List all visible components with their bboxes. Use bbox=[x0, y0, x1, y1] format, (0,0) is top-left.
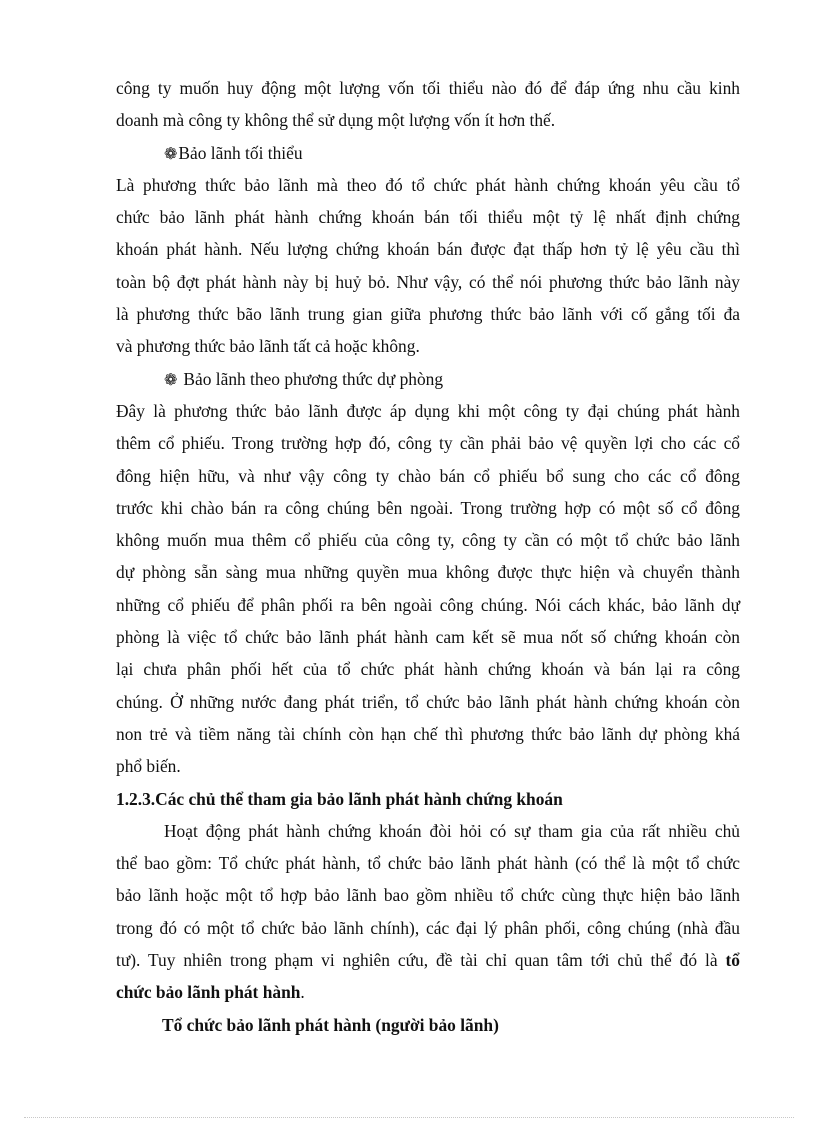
paragraph-line: phổ biến. bbox=[116, 756, 181, 777]
paragraph-line: chức bảo lãnh phát hành chứng khoán bán tối thiểu một tỷ lệ nhất định chứng bbox=[116, 207, 740, 228]
paragraph-line: non trẻ và tiềm năng tài chính còn hạn chế thì phương thức bảo lãnh dự phòng khá bbox=[116, 723, 740, 744]
bold-term: chức bảo lãnh phát hành bbox=[116, 982, 301, 1003]
paragraph-line: chúng. Ở những nước đang phát triển, tổ chức bảo lãnh phát hành chứng khoán còn bbox=[116, 691, 740, 712]
paragraph-line: khoán phát hành. Nếu lượng chứng khoán bán được đạt thấp hơn tỷ lệ yêu cầu thì bbox=[116, 239, 740, 260]
paragraph-line: Là phương thức bảo lãnh mà theo đó tổ chức phát hành chứng khoán yêu cầu tổ bbox=[116, 174, 740, 195]
paragraph-line bbox=[116, 976, 740, 1008]
paragraph-line: là phương thức bão lãnh trung gian giữa phương thức bảo lãnh với cố gắng tối đa bbox=[116, 304, 740, 325]
section-heading-minimum-underwriting bbox=[116, 137, 740, 169]
bold-term: tổ bbox=[725, 950, 740, 971]
section-heading-1-2-3: 1.2.3.Các chủ thể tham gia bảo lãnh phát hành chứng khoán bbox=[116, 788, 563, 809]
section-heading-text: Bảo lãnh theo phương thức dự phòng bbox=[183, 368, 444, 389]
paragraph-line: dự phòng sẵn sàng mua những quyền mua không được thực hiện và chuyển thành bbox=[116, 562, 740, 583]
section-heading-text: Bảo lãnh tối thiểu bbox=[178, 142, 303, 163]
paragraph-line: Đây là phương thức bảo lãnh được áp dụng khi một công ty đại chúng phát hành bbox=[116, 400, 740, 421]
paragraph-line: bảo lãnh hoặc một tổ hợp bảo lãnh bao gồm nhiều tổ chức cùng thực hiện bảo lãnh bbox=[116, 885, 740, 906]
paragraph-line: trước khi chào bán ra công chúng bên ngoài. Trong trường hợp có một số cổ đông bbox=[116, 497, 740, 518]
paragraph-line: trong đó có một tổ chức bảo lãnh chính), các đại lý phân phối, công chúng (nhà đầu bbox=[116, 917, 740, 938]
paragraph-text: . bbox=[300, 982, 305, 1003]
page-bottom-divider bbox=[24, 1117, 794, 1118]
sub-heading-underwriter: Tổ chức bảo lãnh phát hành (người bảo lãnh) bbox=[162, 1014, 499, 1035]
paragraph-line: phòng là việc tổ chức bảo lãnh phát hành cam kết sẽ mua nốt số chứng khoán còn bbox=[116, 627, 740, 648]
section-heading-standby-underwriting bbox=[116, 363, 740, 395]
flower-bullet-icon: ❁ bbox=[164, 371, 178, 389]
paragraph-line: Hoạt động phát hành chứng khoán đòi hỏi có sự tham gia của rất nhiều chủ bbox=[164, 820, 740, 841]
document-page bbox=[116, 72, 740, 1041]
paragraph-line: thêm cổ phiếu. Trong trường hợp đó, công ty cần phải bảo vệ quyền lợi cho các cổ bbox=[116, 433, 740, 454]
paragraph-line: đông hiện hữu, và như vậy công ty chào bán cổ phiếu bổ sung cho các cổ đông bbox=[116, 465, 740, 486]
paragraph-line: thể bao gồm: Tổ chức phát hành, tổ chức bảo lãnh phát hành (có thể là một tổ chức bbox=[116, 853, 740, 874]
paragraph-line: doanh mà công ty không thể sử dụng một lượng vốn ít hơn thế. bbox=[116, 110, 556, 131]
paragraph-line bbox=[116, 944, 740, 976]
paragraph-text: tư). Tuy nhiên trong phạm vi nghiên cứu, đề tài chỉ quan tâm tới chủ thể đó là bbox=[116, 950, 718, 971]
paragraph-line: không muốn mua thêm cổ phiếu của công ty, công ty cần có một tổ chức bảo lãnh bbox=[116, 530, 740, 551]
flower-bullet-icon: ❁ bbox=[164, 145, 178, 163]
paragraph-line: công ty muốn huy động một lượng vốn tối thiểu nào đó để đáp ứng nhu cầu kinh bbox=[116, 78, 740, 98]
paragraph-line: lại chưa phân phối hết của tổ chức phát hành chứng khoán và bán lại ra công bbox=[116, 659, 740, 680]
paragraph-line: và phương thức bảo lãnh tất cả hoặc không. bbox=[116, 336, 420, 357]
paragraph-line: toàn bộ đợt phát hành này bị huỷ bỏ. Như vậy, có thể nói phương thức bảo lãnh này bbox=[116, 271, 740, 292]
paragraph-line: những cổ phiếu để phân phối ra bên ngoài công chúng. Nói cách khác, bảo lãnh dự bbox=[116, 594, 740, 615]
